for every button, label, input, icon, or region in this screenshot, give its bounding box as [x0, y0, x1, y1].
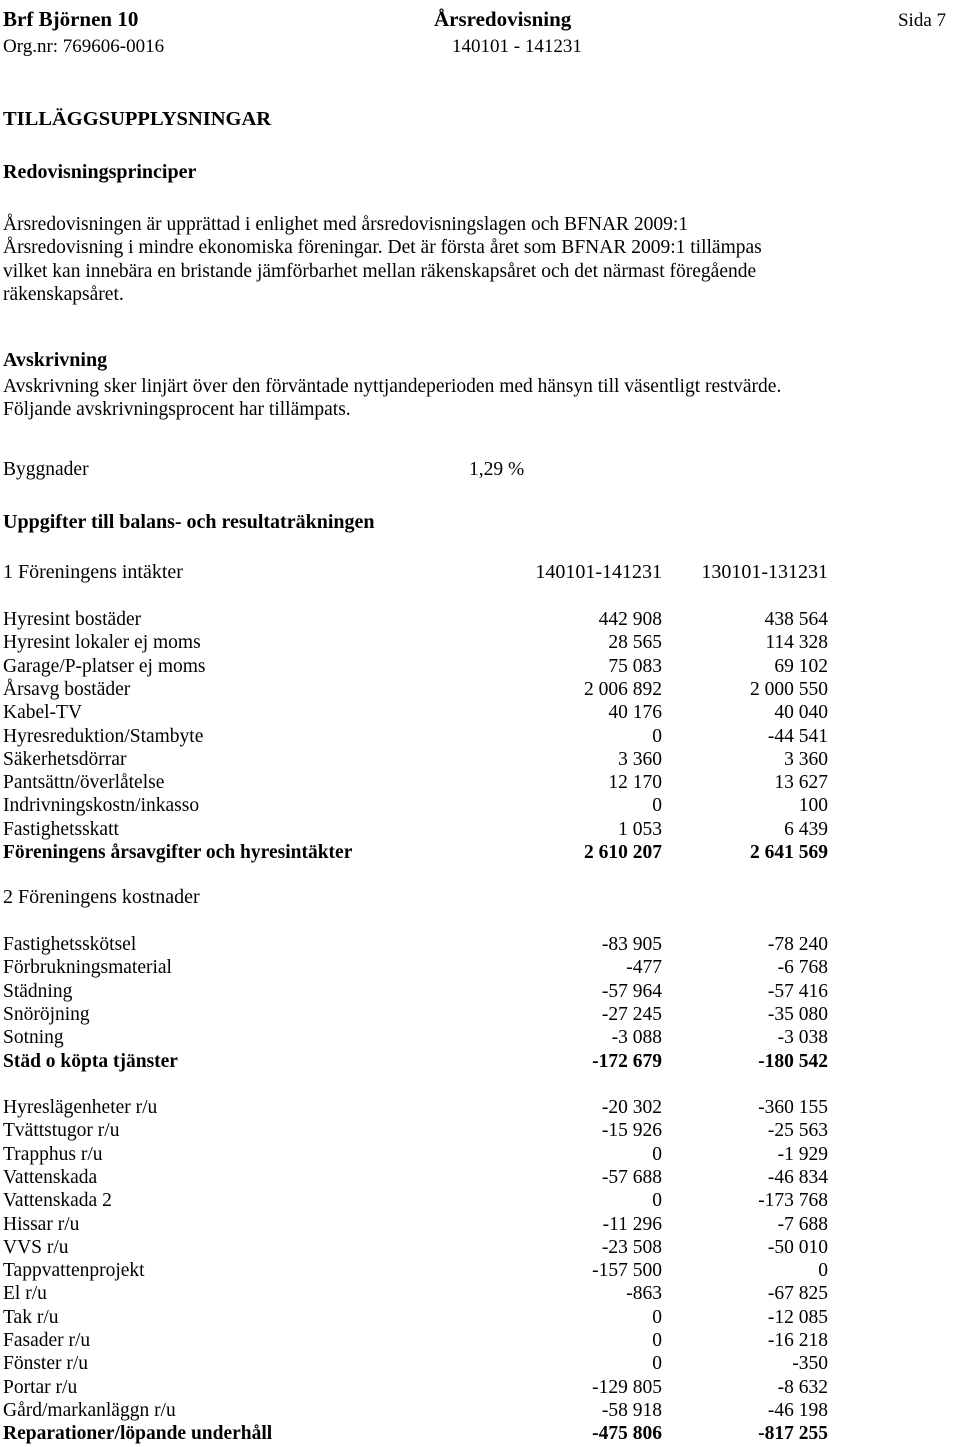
row-value-current: 0: [652, 1306, 662, 1328]
row-value-current: 1 053: [618, 818, 662, 840]
row-value-previous: -12 085: [767, 1306, 828, 1328]
row-value-current: -23 508: [601, 1236, 662, 1258]
row-value-current: 0: [652, 1330, 662, 1351]
row-value-previous: -1 929: [777, 1143, 828, 1165]
total-value-previous: 2 641 569: [750, 842, 828, 863]
column-header-previous: 130101-131231: [701, 561, 828, 583]
total-value-previous: -817 255: [758, 1423, 828, 1445]
row-value-current: -83 905: [601, 934, 662, 955]
row-value-current: 3 360: [618, 748, 662, 770]
row-label: Gård/markanläggn r/u: [3, 1399, 176, 1421]
row-value-current: 442 908: [598, 609, 662, 630]
principles-line: räkenskapsåret.: [3, 283, 124, 305]
row-value-current: -477: [626, 957, 662, 979]
note1-header: [3, 561, 828, 584]
principles-line: Årsredovisning i mindre ekonomiska föreningar. Det är första året som BFNAR 2009:1 tillämpas: [3, 237, 762, 259]
row-value-current: -3 088: [611, 1027, 662, 1049]
row-value-current: -20 302: [601, 1097, 662, 1118]
row-label: Tvättstugor r/u: [3, 1120, 120, 1142]
row-label: VVS r/u: [3, 1236, 69, 1258]
total-value-current: -475 806: [592, 1423, 662, 1445]
row-label: Vattenskada 2: [3, 1190, 112, 1212]
row-label: Förbrukningsmaterial: [3, 957, 172, 979]
depreciation-item-value: 1,29 %: [469, 459, 525, 480]
row-value-current: -157 500: [592, 1260, 662, 1282]
row-value-previous: -78 240: [767, 934, 828, 955]
total-label: Städ o köpta tjänster: [3, 1050, 178, 1072]
row-value-previous: -50 010: [767, 1236, 828, 1258]
row-value-current: -863: [626, 1283, 662, 1305]
row-value-previous: -44 541: [767, 725, 828, 747]
org-number: Org.nr: 769606-0016: [3, 36, 165, 57]
row-value-previous: 100: [798, 795, 828, 817]
row-label: Tappvattenprojekt: [3, 1260, 145, 1282]
row-label: Vattenskada: [3, 1166, 98, 1188]
table-row: [3, 1143, 828, 1166]
row-value-previous: 69 102: [774, 655, 828, 677]
depreciation-item: [3, 458, 828, 481]
table-row: [3, 1003, 828, 1026]
page-title: TILLÄGGSUPPLYSNINGAR: [3, 108, 272, 130]
row-value-previous: -16 218: [767, 1330, 828, 1351]
row-label: Sotning: [3, 1027, 64, 1049]
row-value-previous: 6 439: [784, 818, 828, 840]
total-value-current: -172 679: [592, 1050, 662, 1072]
table-row: [3, 1376, 828, 1399]
table-row: [3, 1306, 828, 1329]
document-title: Årsredovisning: [434, 7, 572, 31]
row-label: Snöröjning: [3, 1003, 90, 1025]
row-value-current: 0: [652, 1190, 662, 1212]
row-label: Fastighetsskötsel: [3, 934, 137, 955]
row-value-current: 75 083: [608, 655, 662, 677]
table-row: [3, 655, 828, 678]
page-number: Sida 7: [897, 10, 946, 31]
note1-title: 1 Föreningens intäkter: [3, 561, 183, 583]
row-label: Hyreslägenheter r/u: [3, 1097, 158, 1118]
row-label: Hyresint lokaler ej moms: [3, 632, 201, 654]
table-row: [3, 1166, 828, 1189]
table-row: [3, 608, 828, 631]
table-row: [3, 748, 828, 771]
row-value-current: 2 006 892: [584, 678, 662, 700]
row-value-previous: 114 328: [765, 632, 828, 654]
total-label: Föreningens årsavgifter och hyresintäkter: [3, 842, 353, 863]
row-label: Årsavg bostäder: [3, 678, 131, 700]
total-label: Reparationer/löpande underhåll: [3, 1423, 273, 1445]
table-row: [3, 1189, 828, 1212]
row-value-current: -57 964: [601, 980, 662, 1002]
table-row: [3, 794, 828, 817]
row-label: Trapphus r/u: [3, 1143, 103, 1165]
row-label: Städning: [3, 980, 73, 1002]
table-row: [3, 980, 828, 1003]
row-value-previous: 3 360: [784, 748, 828, 770]
row-label: Hissar r/u: [3, 1213, 80, 1235]
row-value-previous: 0: [818, 1260, 828, 1282]
table-row: [3, 1236, 828, 1259]
row-value-previous: -6 768: [777, 957, 828, 979]
depreciation-heading: Avskrivning: [3, 349, 108, 371]
table-row: [3, 701, 828, 724]
row-value-previous: 2 000 550: [750, 678, 828, 700]
table-row: [3, 933, 828, 956]
table-row: [3, 1282, 828, 1305]
table-row: [3, 1399, 828, 1422]
table-row: [3, 818, 828, 841]
table-row: [3, 678, 828, 701]
row-value-current: -57 688: [601, 1166, 662, 1188]
row-value-previous: -173 768: [758, 1190, 828, 1212]
row-label: Hyresint bostäder: [3, 609, 142, 630]
depreciation-line: Följande avskrivningsprocent har tillämpats.: [3, 399, 351, 421]
table-row: [3, 1026, 828, 1049]
table-row: [3, 1259, 828, 1282]
row-value-current: -58 918: [601, 1399, 662, 1421]
row-label: Indrivningskostn/inkasso: [3, 795, 200, 817]
row-value-current: 0: [652, 725, 662, 747]
depreciation-text: [3, 375, 781, 422]
table-total-row: [3, 1050, 828, 1073]
row-value-previous: 438 564: [764, 609, 828, 630]
row-label: Fasader r/u: [3, 1330, 91, 1351]
row-value-previous: -8 632: [777, 1376, 828, 1398]
row-value-previous: -46 198: [767, 1399, 828, 1421]
note2-title: 2 Föreningens kostnader: [3, 886, 200, 908]
depreciation-item-label: Byggnader: [3, 459, 89, 480]
table-row: [3, 725, 828, 748]
table-total-row: [3, 1422, 828, 1445]
row-label: Pantsättn/överlåtelse: [3, 772, 165, 794]
row-value-current: 0: [652, 1353, 662, 1375]
row-label: Portar r/u: [3, 1376, 78, 1398]
row-value-current: 0: [652, 1143, 662, 1165]
row-label: Kabel-TV: [3, 702, 83, 724]
principles-heading: Redovisningsprinciper: [3, 161, 197, 183]
org-name: Brf Björnen 10: [3, 7, 139, 31]
row-value-previous: -46 834: [767, 1166, 828, 1188]
total-value-current: 2 610 207: [584, 842, 662, 863]
row-value-previous: -25 563: [767, 1120, 828, 1142]
row-value-current: -15 926: [601, 1120, 662, 1142]
table-row: [3, 1352, 828, 1375]
table-row: [3, 1213, 828, 1236]
notes-heading: Uppgifter till balans- och resultaträkningen: [3, 511, 375, 533]
row-value-previous: 40 040: [774, 702, 828, 724]
principles-line: vilket kan innebära en bristande jämförbarhet mellan räkenskapsåret och det närmast föregående: [3, 260, 757, 282]
row-label: Garage/P-platser ej moms: [3, 655, 206, 677]
row-label: Tak r/u: [3, 1306, 59, 1328]
row-value-previous: -67 825: [767, 1283, 828, 1305]
total-value-previous: -180 542: [758, 1050, 828, 1072]
column-header-current: 140101-141231: [535, 561, 662, 583]
row-value-previous: 13 627: [774, 772, 828, 794]
row-value-previous: -7 688: [777, 1213, 828, 1235]
report-period: 140101 - 141231: [452, 36, 582, 57]
table-row: [3, 631, 828, 654]
row-value-previous: -3 038: [777, 1027, 828, 1049]
row-value-current: 0: [652, 795, 662, 817]
table-row: [3, 1096, 828, 1119]
table-row: [3, 771, 828, 794]
row-label: Fönster r/u: [3, 1353, 89, 1375]
row-value-previous: -57 416: [767, 980, 828, 1002]
row-label: Fastighetsskatt: [3, 818, 119, 840]
depreciation-line: Avskrivning sker linjärt över den förväntade nyttjandeperioden med hänsyn till väsentligt restvärde.: [3, 376, 782, 397]
table-row: [3, 956, 828, 979]
row-label: Hyresreduktion/Stambyte: [3, 725, 204, 747]
row-value-current: -27 245: [601, 1003, 662, 1025]
row-value-previous: -35 080: [767, 1003, 828, 1025]
table-total-row: [3, 841, 828, 864]
row-label: El r/u: [3, 1283, 47, 1305]
row-value-current: 12 170: [608, 772, 662, 794]
table-row: [3, 1329, 828, 1352]
row-value-previous: -360 155: [758, 1097, 828, 1118]
table-row: [3, 1119, 828, 1142]
row-value-current: 28 565: [608, 632, 662, 654]
principles-text: [3, 213, 762, 306]
row-value-current: 40 176: [608, 702, 662, 724]
row-value-previous: -350: [792, 1353, 828, 1375]
row-label: Säkerhetsdörrar: [3, 748, 127, 770]
row-value-current: -11 296: [602, 1213, 662, 1235]
row-value-current: -129 805: [592, 1376, 662, 1398]
principles-line: Årsredovisningen är upprättad i enlighet med årsredovisningslagen och BFNAR 2009:1: [3, 214, 689, 235]
